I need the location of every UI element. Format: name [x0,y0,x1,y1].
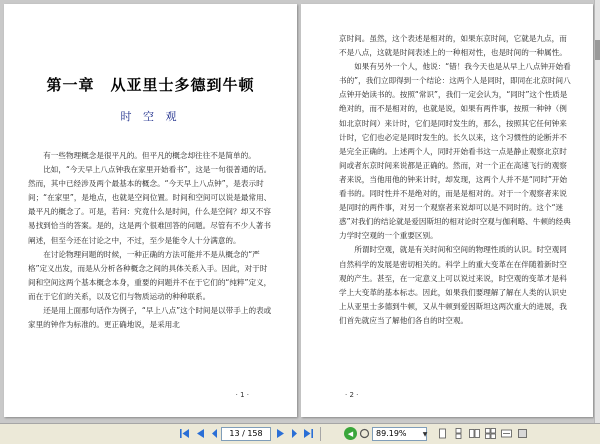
fullscreen-icon [517,428,528,439]
right-page-body [339,32,573,328]
scrollbar-thumb[interactable] [595,40,600,60]
two-page-icon [469,428,480,439]
chapter-title: 第一章 从亚里士多德到牛顿 [46,76,255,94]
circle-icon [359,428,370,439]
fit-page-button[interactable] [358,427,371,440]
previous-arrow-button[interactable] [208,427,221,440]
paragraph: 所谓时空观，就是有关时间和空间的物理性质的认识。时空观同自然科学的发展是密切相关的。科学上的重大变革在在伴随着新时空观的产生。甚至，在一定意义上可以说过来说，时空观的变革才是科学上大变革的基本标志。因此，如果我们要理解了解在人类的认识史上从亚里士多德到牛顿，又从牛顿到爱因斯坦这两次重大的进展，我们首先就应当了解他们各自的时空观。 [339,245,567,325]
left-page-body [28,149,274,332]
page-number: · 1 · [235,391,249,399]
last-page-button[interactable] [302,427,315,440]
vertical-scrollbar[interactable] [594,0,600,423]
chevron-down-icon: ▼ [422,430,428,438]
grid-pages-icon [485,428,496,439]
last-page-icon [303,428,314,439]
paragraph: 如果有另外一个人，他说：“错！我今天也是从早上八点钟开始看书的”，我们立即得到一个结论：这两个人是同时，即同在北京时间八点钟开始读书的。按照“常识”，我们一定会认为，“同时”这个性质是绝对的，而不是相对的，也就是说，如果有两件事，按照一种钟（例如北京时间）来计时，它们是同时发生的，那么，按照其它任何钟来计时，它们也必定是同时发生的。长久以来，这个习惯性的论断并不是完全正确的。上述两个人，同时开始看书这一点是静止观察北京时间或者东京时间来说都是正确的。然而，对一个正在高速飞行的观察者来说，当他用他的钟来计时，却发现，这两个人并不是“同时”开始看书的。同时性并不是绝对的，而是是相对的。对于一个观察者来说是同时的两件事，对另一个观察者来说却可以是不同时的。这个“迷惑”对我们的结论就是爱因斯坦的相对论时空观与伽利略、牛顿的经典力学时空观的一个重要区别。 [339,62,571,241]
bottom-toolbar [0,423,600,444]
page-right [301,4,593,417]
facing-view-button[interactable] [468,427,481,440]
fit-width-button[interactable] [500,427,513,440]
toolbar-separator [320,427,321,441]
paragraph: 京时间。虽然，这个表述是相对的，如果东京时间，它就是九点，而不是八点，这就是时间表述上的一种相对性，也是时间的一种属性。 [339,34,567,58]
next-page-icon [275,428,286,439]
fit-width-icon [501,428,512,439]
continuous-view-button[interactable] [452,427,465,440]
zoom-dropdown-button[interactable] [420,427,430,441]
single-page-icon [437,428,448,439]
zoom-input[interactable]: 89.19% [372,427,427,441]
section-title: 时 空 观 [120,110,181,123]
previous-page-icon [195,428,206,439]
continuous-facing-view-button[interactable] [484,427,497,440]
single-page-view-button[interactable] [436,427,449,440]
page-left [4,4,297,417]
page-number-input[interactable]: 13 / 158 [221,427,271,441]
first-page-button[interactable] [178,427,191,440]
fullscreen-button[interactable] [516,427,529,440]
page-number: · 2 · [345,391,359,399]
arrow-left-icon [209,428,220,439]
back-arrow-icon: ◀ [347,429,354,438]
next-arrow-button[interactable] [288,427,301,440]
paragraph: 还是用上面那句话作为例子，“早上八点”这个时间是以带手上的表或家里的钟作为标准的。更正确地说，是采用北 [28,306,272,330]
continuous-page-icon [453,428,464,439]
go-back-button[interactable] [344,427,357,440]
next-page-button[interactable] [274,427,287,440]
first-page-icon [179,428,190,439]
arrow-right-icon [289,428,300,439]
paragraph: 在讨论物理问题的时候，一种正确的方法可能并不是从概念的“严格”定义出发，而是从分析各种概念之间的具体关系入手。因此，对于时间和空间这两个基本概念本身，重要的问题并不在于它们的“纯粹”定义，而在于它们的关系，以及它们与物质运动的种种联系。 [28,249,272,301]
previous-page-button[interactable] [194,427,207,440]
paragraph: 有一些物理概念是很平凡的。但平凡的概念却往往不是简单的。 [43,151,256,160]
paragraph: 比如，“今天早上八点钟我在家里开始看书”，这是一句很普通的话。然而，其中已经涉及两个最基本的概念。“今天早上八点钟”，是表示时间；“在家里”，是地点，也就是空间位置。时间和空间可以说是最常用、最平凡的概念了。可是，若问：究竟什么是时间，什么是空间？却又不容易找到恰当的答案。是的，这是两个很难回答的问题。尽管有不少人著书阐述，但至今还在讨论之中，不过，至少是能令人十分满意的。 [28,165,272,245]
